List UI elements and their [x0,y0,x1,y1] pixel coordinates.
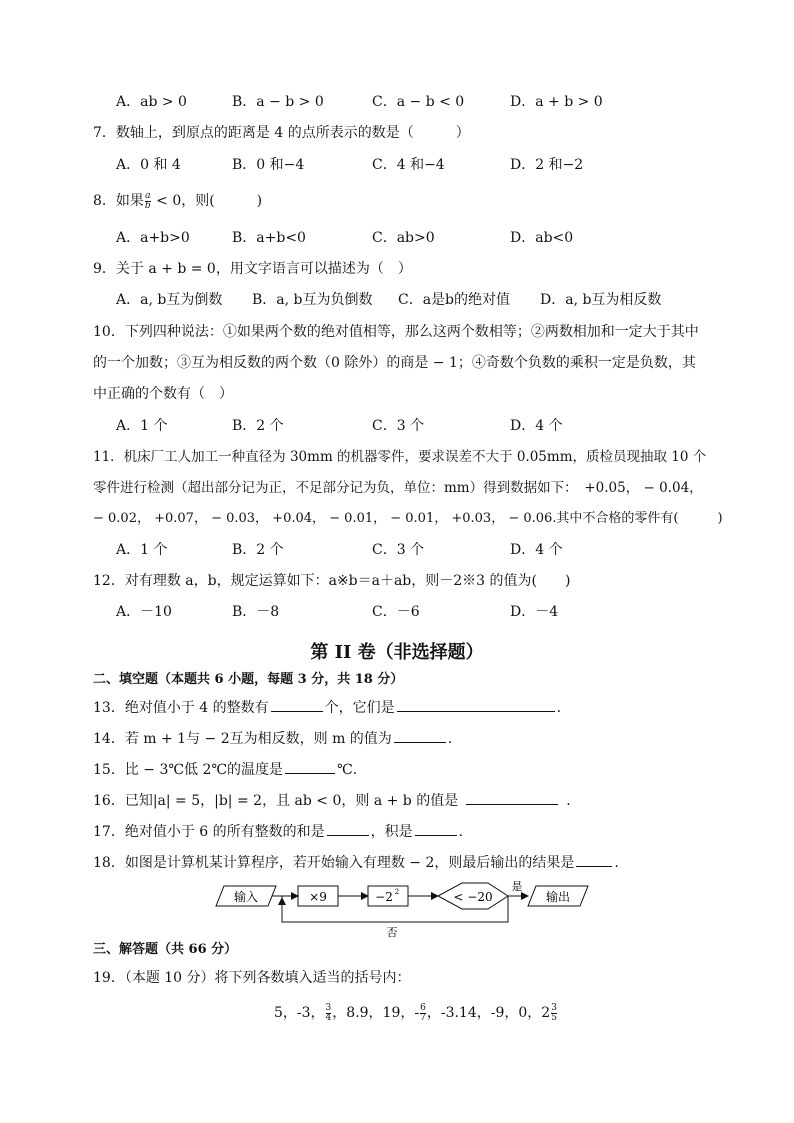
q7-option-a: A．0 和 4 [116,157,181,173]
q7-stem: 7．数轴上，到原点的距离是 4 的点所表示的数是（ ） [93,125,470,141]
q19-f3-den: 5 [551,1012,557,1023]
flow-yes-label: 是 [511,880,523,893]
q18-text-b: . [614,855,619,871]
q19-f2-den: 7 [420,1012,426,1023]
q11-option-d: D．4 个 [510,542,563,558]
q10-line-1: 10．下列四种说法：①如果两个数的绝对值相等，那么这两个数相等；②两数相加和一定大于其中 [93,324,699,340]
q19-f1-num: 3 [325,1002,332,1013]
q13-text-a: 13．绝对值小于 4 的整数有 [93,700,269,716]
q19-f3-num: 3 [551,1002,557,1013]
q15 [93,759,357,780]
q8-frac-num: a [145,190,151,201]
q11-option-b: B．2 个 [232,542,284,558]
flow-multiply-label: ×9 [309,890,327,904]
q10-option-b: B．2 个 [232,418,284,434]
q13-blank-2[interactable] [397,697,555,712]
q12-option-d: D．－4 [510,604,559,620]
q15-text-a: 15．比 − 3℃低 2℃的温度是 [93,762,284,778]
q18-blank[interactable] [576,852,612,867]
q9-option-d: D．a, b互为相反数 [540,292,662,308]
q11-line-3: − 0.02， +0.07， − 0.03， +0.04， − 0.01， − 0.01， +0.03， − 0.06.其中不合格的零件有( ) [93,511,723,526]
q6-option-c: C．a − b < 0 [372,94,465,110]
q13-text-c: . [556,700,562,716]
q17-blank-1[interactable] [327,821,369,836]
q15-text-b: ℃. [337,762,358,778]
q17 [93,821,463,842]
q7-option-c: C．4 和−4 [372,157,445,173]
q18 [93,852,619,873]
q19-numbers-a: 5，-3， [274,1005,325,1021]
q7-option-b: B．0 和−4 [232,157,305,173]
q9-option-c: C．a是b的绝对值 [398,292,511,308]
q10-option-c: C．3 个 [372,418,425,434]
q19-numbers-c: ，-3.14，-9，0，2 [426,1005,551,1021]
q19-fraction-3 [551,1004,557,1023]
q19-f2-num: 6 [420,1002,426,1013]
q17-text-a: 17．绝对值小于 6 的所有整数的和是 [93,824,325,840]
q19-fraction-2 [420,1004,426,1023]
q17-blank-2[interactable] [415,821,457,836]
q8-suffix: < 0，则( ) [151,193,263,209]
q18-text-a: 18．如图是计算机某计算程序，若开始输入有理数 − 2，则最后输出的结果是 [93,855,575,871]
flow-subtract-exponent: 2 [394,888,400,896]
q16-text-b: . [566,793,571,809]
q9-stem: 9．关于 a + b = 0，用文字语言可以描述为（ ） [93,261,412,277]
q11-option-c: C．3 个 [372,542,425,558]
section-2-title: 第 II 卷（非选择题） [310,642,484,663]
flow-output-label: 输出 [545,890,571,904]
q12-stem: 12．对有理数 a，b，规定运算如下：a※b＝a＋ab，则－2※3 的值为( ) [93,573,571,589]
q13-blank-1[interactable] [271,697,323,712]
q11-line-1: 11．机床厂工人加工一种直径为 30mm 的机器零件，要求误差不大于 0.05mm，质检员现抽取 10 个 [93,449,707,465]
q6-option-b: B．a − b > 0 [232,94,324,110]
q13 [93,697,561,718]
flow-no-label: 否 [386,926,398,939]
q8-option-d: D．ab<0 [510,230,574,246]
q14-text-a: 14．若 m + 1与 − 2互为相反数，则 m 的值为 [93,731,392,747]
q8-frac-den: b [144,200,151,211]
flow-input-label: 输入 [233,890,259,904]
q19-f1-den: 4 [325,1012,332,1023]
q10-line-3: 中正确的个数有（ ） [93,386,233,402]
q8-option-b: B．a+b<0 [232,230,306,246]
q11-option-a: A．1 个 [116,542,168,558]
q14-text-b: . [447,731,453,747]
q17-text-c: . [458,824,464,840]
q16 [93,790,571,811]
q12-option-c: C．－6 [372,604,420,620]
q19-numbers: 5，-3， $\frac{3}{4}$ ，8.9，19，- $\frac{6}{7}$ ，-3.14，-9，0，2 $\frac{3}{5}$ [274,1002,557,1023]
q15-blank[interactable] [285,759,335,774]
part-3-heading: 三、解答题（共 66 分） [93,942,238,957]
q14 [93,728,452,749]
q19-fraction-1 [326,1004,332,1023]
q6-option-a: A．ab > 0 [116,94,187,110]
q19-numbers-b: ，8.9，19， [332,1005,415,1021]
q6-option-d: D．a + b > 0 [510,94,603,110]
q8-option-a: A．a+b>0 [116,230,190,246]
q10-option-d: D．4 个 [510,418,563,434]
q8-stem [93,191,262,211]
q16-text-a: 16．已知|a| = 5，|b| = 2，且 ab < 0，则 a + b 的值是 [93,793,459,809]
q17-text-b: ，积是 [370,824,413,840]
q16-blank[interactable] [466,790,558,805]
q10-option-a: A．1 个 [116,418,168,434]
q9-option-b: B．a, b互为负倒数 [252,292,373,308]
q13-text-b: 个，它们是 [324,700,395,716]
q8-fraction [145,192,151,211]
q10-line-2: 的一个加数；③互为相反数的两个数（0 除外）的商是 − 1；④奇数个负数的乘积一定是负数，其 [93,355,696,371]
flow-subtract-label: −2 [375,890,393,904]
q19-stem: 19．（本题 10 分）将下列各数填入适当的括号内： [93,970,411,986]
flow-condition-label: < −20 [453,890,493,904]
q14-blank[interactable] [394,728,446,743]
q11-line-2: 零件进行检测（超出部分记为正，不足部分记为负，单位：mm）得到数据如下： +0.05， − 0.04， [93,480,703,496]
q7-option-d: D．2 和−2 [510,157,584,173]
q9-option-a: A．a, b互为倒数 [116,292,223,308]
q12-option-b: B．－8 [232,604,280,620]
q8-option-c: C．ab>0 [372,230,435,246]
q8-prefix: 8．如果 [93,193,144,209]
flowchart [212,878,602,940]
part-2-heading: 二、填空题（本题共 6 小题，每题 3 分，共 18 分） [93,672,404,687]
q12-option-a: A．－10 [116,604,172,620]
